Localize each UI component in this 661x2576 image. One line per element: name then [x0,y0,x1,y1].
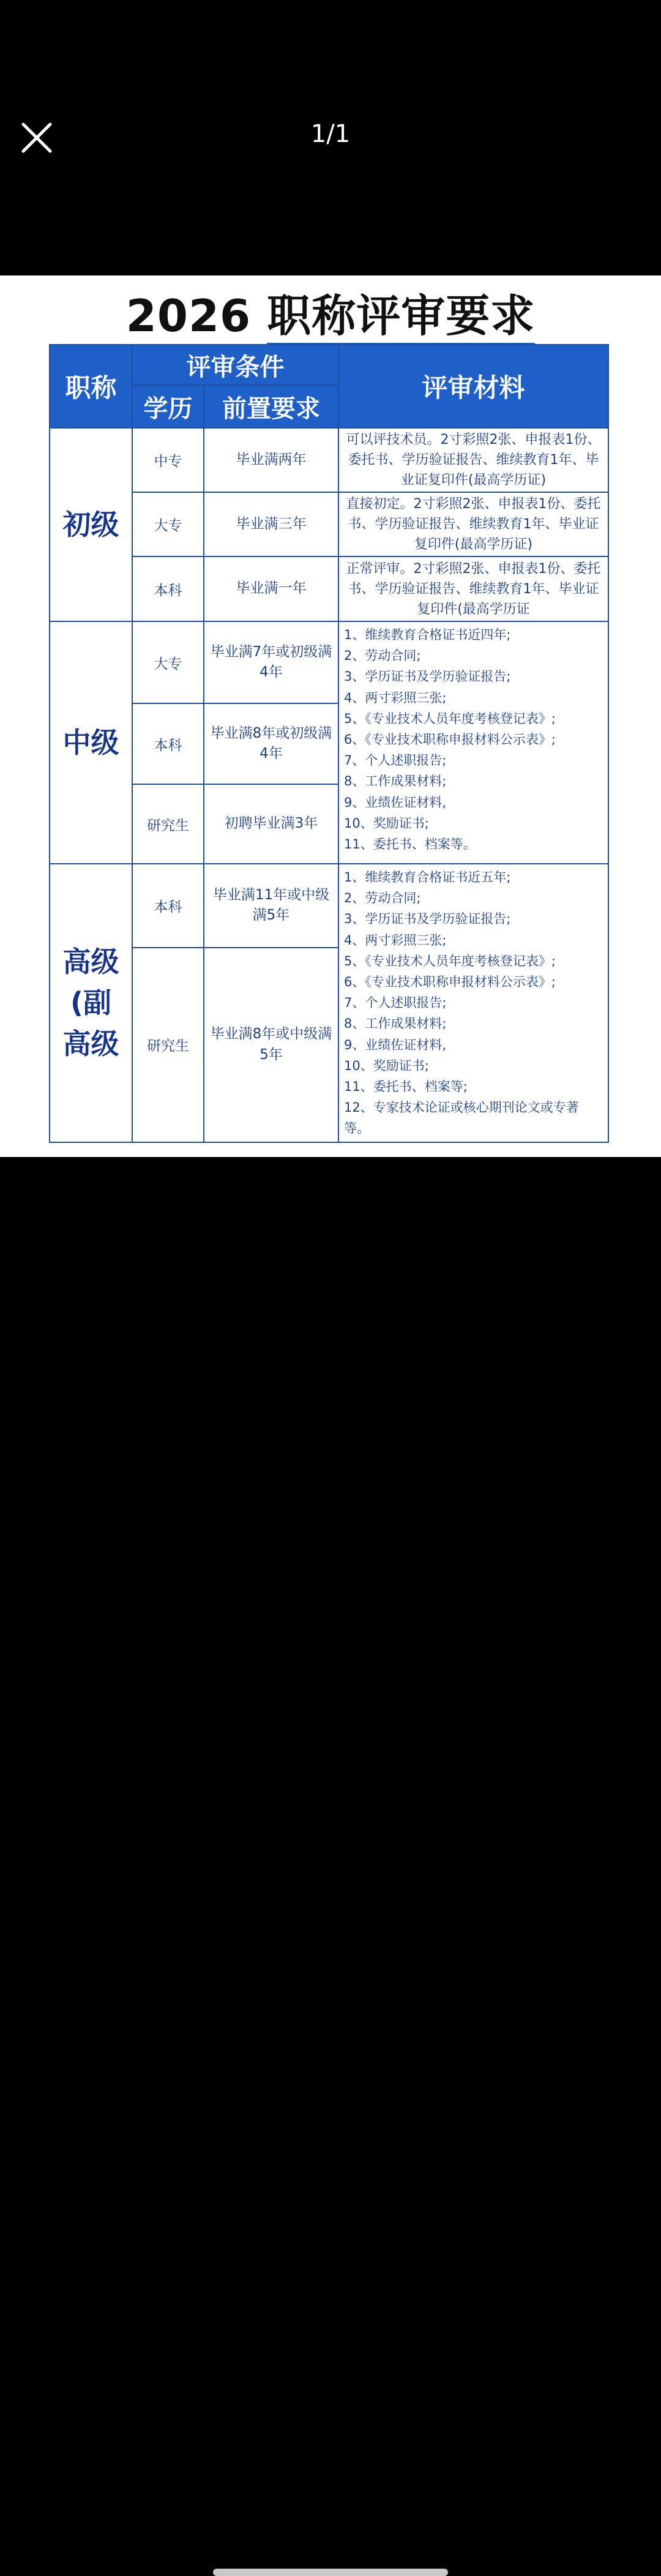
viewer-top-bar [0,0,661,275]
level-intermediate: 中级 [50,621,132,864]
prerequisite-cell: 毕业满一年 [204,556,338,621]
prerequisite-cell: 毕业满11年或中级满5年 [204,864,338,948]
table-row [50,492,608,556]
edu-cell: 大专 [132,492,204,556]
list-item: 10、奖励证书; [344,1058,429,1073]
home-indicator[interactable] [213,2569,448,2576]
list-item: 11、委托书、档案等; [344,1079,468,1095]
prerequisite-cell: 初聘毕业满3年 [204,784,338,864]
viewer-bottom-bar [0,1157,661,1433]
list-item: 5、《专业技术人员年度考核登记表》; [344,711,556,726]
list-item: 9、业绩佐证材料, [344,1037,447,1052]
edu-cell: 本科 [132,556,204,621]
prerequisite-cell: 毕业满三年 [204,492,338,556]
list-item: 3、学历证书及学历验证报告; [344,669,511,684]
title-text: 职称评审要求 [267,290,535,347]
list-item: 11、委托书、档案等。 [344,837,476,852]
table-row [50,556,608,621]
list-item: 6、《专业技术职称申报材料公示表》; [344,732,556,747]
level-junior: 初级 [50,428,132,621]
level-senior-line3: 高级 [62,1027,119,1060]
image-content[interactable] [0,275,661,1157]
prerequisite-cell: 毕业满8年或中级满5年 [204,948,338,1142]
edu-cell: 大专 [132,621,204,703]
header-conditions: 评审条件 [132,345,338,385]
header-title-col: 职称 [50,345,132,428]
list-item: 12、专家技术论证或核心期刊论文或专著 [344,1100,579,1115]
edu-cell: 研究生 [132,948,204,1142]
materials-cell: 可以评技术员。2寸彩照2张、申报表1份、委托书、学历验证报告、维续教育1年、毕业证复印件(最高学历证) [338,428,608,492]
list-item: 7、个人述职报告; [344,995,447,1011]
header-prerequisite: 前置要求 [204,385,338,428]
list-item: 5、《专业技术人员年度考核登记表》; [344,953,556,968]
list-item: 4、两寸彩照三张; [344,932,447,948]
header-education: 学历 [132,385,204,428]
list-item: 1、维续教育合格证书近四年; [344,627,511,642]
list-item: 2、劳动合同; [344,891,421,906]
list-item: 8、工作成果材料; [344,1016,447,1032]
image-counter: 1/1 [310,120,351,148]
prerequisite-cell: 毕业满7年或初级满4年 [204,621,338,703]
list-item: 1、维续教育合格证书近五年; [344,870,511,885]
table-row [50,864,608,948]
title-year: 2026 [125,290,252,342]
materials-list-intermediate [338,621,608,864]
edu-cell: 中专 [132,428,204,492]
materials-list-senior [338,864,608,1142]
list-item: 4、两寸彩照三张; [344,690,447,705]
list-item: 7、个人述职报告; [344,753,447,768]
requirements-table [49,344,609,1143]
level-senior-line1: 高级 [62,945,119,979]
list-item: 10、奖励证书; [344,815,429,831]
header-materials: 评审材料 [338,345,608,428]
materials-cell: 正常评审。2寸彩照2张、申报表1份、委托书、学历验证报告、维续教育1年、毕业证复印件(最高学历证 [338,556,608,621]
level-senior [50,864,132,1142]
edu-cell: 本科 [132,864,204,948]
list-item: 6、《专业技术职称申报材料公示表》; [344,975,556,990]
materials-cell: 直接初定。2寸彩照2张、申报表1份、委托书、学历验证报告、维续教育1年、毕业证复印件(最高学历证) [338,492,608,556]
prerequisite-cell: 毕业满两年 [204,428,338,492]
list-item: 8、工作成果材料; [344,774,447,789]
prerequisite-cell: 毕业满8年或初级满4年 [204,703,338,784]
table-row [50,621,608,703]
list-item: 9、业绩佐证材料, [344,795,447,810]
list-item: 2、劳动合同; [344,648,421,664]
list-item: 3、学历证书及学历验证报告; [344,912,511,927]
table-row [50,428,608,492]
level-senior-line2: (副 [70,986,112,1019]
edu-cell: 研究生 [132,784,204,864]
poster-title [0,280,661,344]
list-item: 等。 [344,1121,370,1136]
edu-cell: 本科 [132,703,204,784]
